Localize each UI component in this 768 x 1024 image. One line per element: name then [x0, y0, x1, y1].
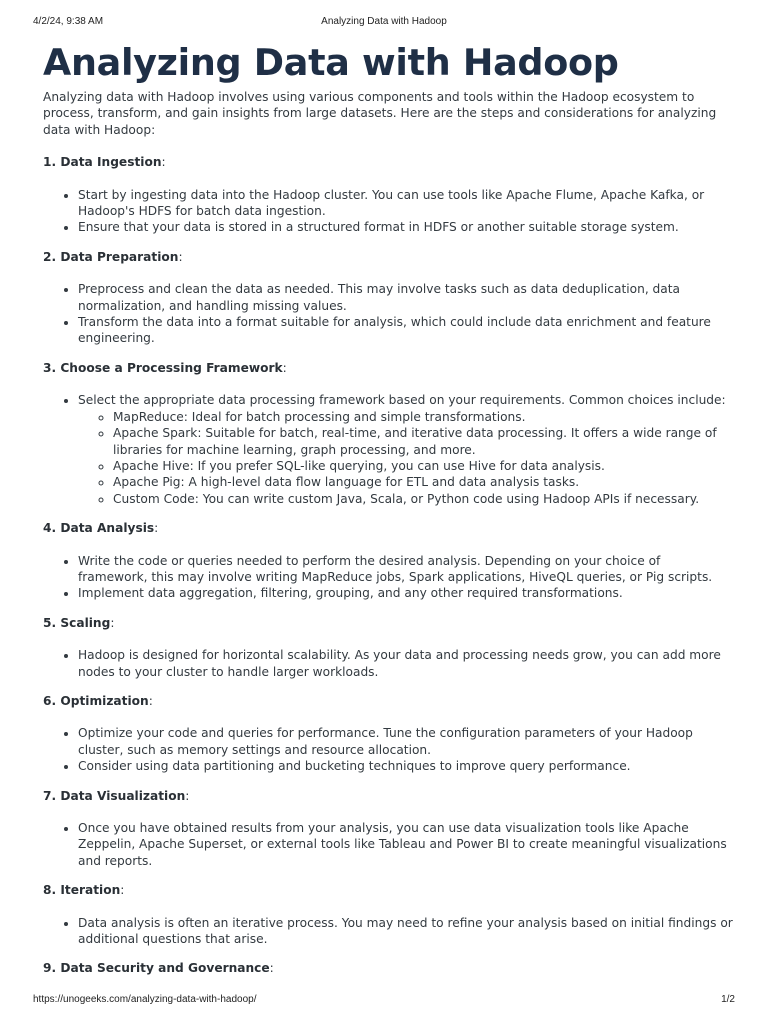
- bullet-list: [43, 915, 733, 948]
- bullet-item: [78, 647, 733, 680]
- bullet-item: [78, 314, 733, 347]
- bullet-item: [78, 187, 733, 220]
- bullet-item: [78, 585, 733, 601]
- section-heading: [43, 882, 733, 898]
- bullet-text: Select the appropriate data processing framework based on your requirements. Common choices include:: [78, 393, 726, 408]
- bullet-text: Transform the data into a format suitable for analysis, which could include data enrichment and feature engineering.: [78, 315, 711, 346]
- section-heading-label: 8. Iteration: [43, 883, 121, 898]
- print-page-title: Analyzing Data with Hadoop: [321, 16, 447, 27]
- section-heading: [43, 693, 733, 709]
- article-title: Analyzing Data with Hadoop: [43, 41, 619, 84]
- section-heading-label: 9. Data Security and Governance: [43, 961, 270, 976]
- section-heading: [43, 960, 733, 976]
- bullet-list: [43, 820, 733, 869]
- section-heading: [43, 615, 733, 631]
- bullet-list: [43, 187, 733, 236]
- sub-bullet-item: ◦ MapReduce: Ideal for batch processing and simple transformations.: [113, 409, 733, 425]
- section-heading: [43, 520, 733, 536]
- sub-bullet-list: [78, 409, 733, 507]
- section-heading-colon: :: [154, 521, 159, 536]
- bullet-text: Data analysis is often an iterative process. You may need to refine your analysis based on initial findings or additional questions that arise.: [78, 915, 733, 947]
- sub-bullet-item: ◦ Apache Hive: If you prefer SQL-like querying, you can use Hive for data analysis.: [113, 458, 733, 474]
- section-heading-label: 4. Data Analysis: [43, 521, 155, 536]
- bullet-text: Ensure that your data is stored in a structured format in HDFS or another suitable storage system.: [78, 220, 679, 235]
- sub-bullet-item: ◦ Apache Spark: Suitable for batch, real-time, and iterative data processing. It offers a wide range of libraries for machine learning, graph processing, and more.: [113, 425, 733, 458]
- section-heading-colon: :: [185, 788, 190, 803]
- bullet-item: [78, 758, 733, 774]
- section-heading-label: 3. Choose a Processing Framework: [43, 360, 283, 375]
- bullet-list: [43, 553, 733, 602]
- bullet-item: [78, 281, 733, 314]
- section-heading: [43, 154, 733, 170]
- section-heading: [43, 360, 733, 376]
- bullet-item: [78, 725, 733, 758]
- section-heading-colon: :: [269, 961, 274, 976]
- bullet-item: [78, 219, 733, 235]
- bullet-text: Optimize your code and queries for performance. Tune the configuration parameters of your Hadoop cluster, such as memory settings and resource allocation.: [78, 726, 693, 757]
- section-heading-label: 5. Scaling: [43, 615, 111, 630]
- bullet-text: Implement data aggregation, filtering, grouping, and any other required transformations.: [78, 586, 623, 601]
- section-heading: [43, 788, 733, 804]
- bullet-text: Hadoop is designed for horizontal scalability. As your data and processing needs grow, you can add more nodes to your cluster to handle larger workloads.: [78, 648, 721, 679]
- sub-bullet-item: ◦ Custom Code: You can write custom Java, Scala, or Python code using Hadoop APIs if necessary.: [113, 491, 733, 507]
- bullet-item: [78, 392, 733, 507]
- section-heading-colon: :: [282, 360, 287, 375]
- page-number: 1/2: [721, 994, 735, 1005]
- bullet-item: [78, 820, 733, 869]
- section-heading-colon: :: [178, 249, 183, 264]
- section-heading: [43, 249, 733, 265]
- section-heading-label: 7. Data Visualization: [43, 788, 186, 803]
- article-intro: Analyzing data with Hadoop involves using various components and tools within the Hadoop ecosystem to process, transform, and gain insights from large datasets. Here are the steps and considerations for analyzing data with Hadoop:: [43, 90, 717, 137]
- page-url: https://unogeeks.com/analyzing-data-with-hadoop/: [33, 994, 257, 1005]
- bullet-text: Once you have obtained results from your analysis, you can use data visualization tools like Apache Zeppelin, Apache Superset, or external tools like Tableau and Power BI to create meaningful visualizations and reports.: [78, 821, 727, 868]
- section-heading-colon: :: [148, 693, 153, 708]
- bullet-list: [43, 281, 733, 347]
- bullet-item: [78, 553, 733, 586]
- bullet-item: [78, 915, 733, 948]
- bullet-text: Consider using data partitioning and bucketing techniques to improve query performance.: [78, 759, 631, 774]
- bullet-list: [43, 647, 733, 680]
- section-heading-colon: :: [110, 615, 115, 630]
- sub-bullet-item: ◦ Apache Pig: A high-level data flow language for ETL and data analysis tasks.: [113, 474, 733, 490]
- print-timestamp: 4/2/24, 9:38 AM: [33, 16, 104, 27]
- section-heading-colon: :: [120, 883, 125, 898]
- bullet-list: [43, 392, 733, 507]
- section-heading-label: 2. Data Preparation: [43, 249, 179, 264]
- bullet-list: [43, 725, 733, 774]
- bullet-text: Preprocess and clean the data as needed. This may involve tasks such as data deduplication, data normalization, and handling missing values.: [78, 282, 681, 313]
- article: [43, 40, 733, 993]
- print-footer: [33, 994, 735, 1008]
- bullet-text: Start by ingesting data into the Hadoop cluster. You can use tools like Apache Flume, Apache Kafka, or Hadoop's HDFS for batch data ingestion.: [78, 187, 705, 219]
- section-heading-label: 1. Data Ingestion: [43, 155, 162, 170]
- section-heading-label: 6. Optimization: [43, 693, 149, 708]
- article-sections: [43, 154, 733, 977]
- print-header: [33, 16, 735, 30]
- section-heading-colon: :: [161, 155, 166, 170]
- bullet-text: Write the code or queries needed to perform the desired analysis. Depending on your choice of framework, this may involve writing MapReduce jobs, Spark applications, HiveQL queries, or Pig scripts.: [78, 553, 713, 584]
